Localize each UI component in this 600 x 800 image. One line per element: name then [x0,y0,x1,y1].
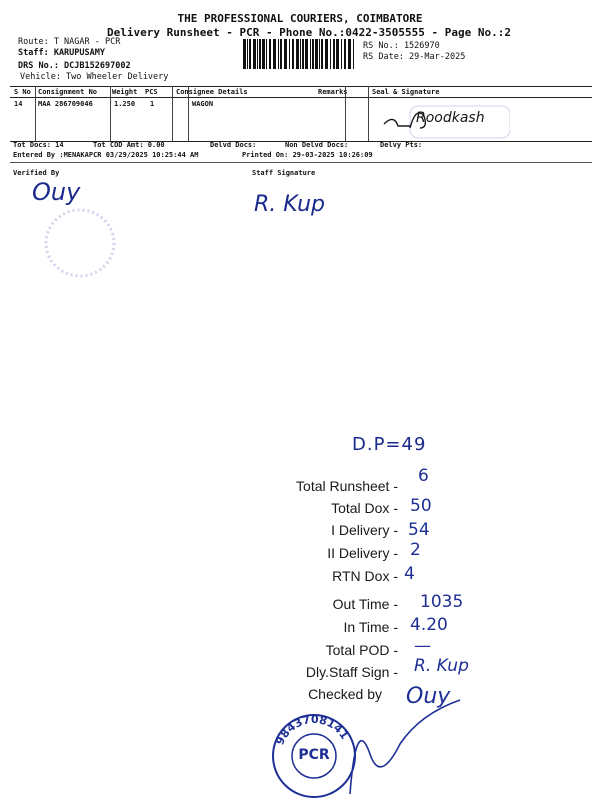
stamp-number: 9843708141 [273,713,352,747]
summary-label-rtn: RTN Dox - [332,568,398,584]
row-sno: 14 [14,100,23,108]
staff-text: Staff: KARUPUSAMY [18,48,105,58]
summary-label-checked-by: Checked by [308,686,382,702]
staff-signature: R. Kup [254,192,326,217]
summary-value-in-time: 4.20 [410,615,448,635]
company-title: THE PROFESSIONAL COURIERS, COIMBATORE [177,12,423,25]
summary-value-rtn: 4 [404,564,415,584]
dp-note: D.P=49 [352,434,427,455]
rs-date: RS Date: 29-Mar-2025 [363,52,466,62]
summary-value-dox: 50 [410,496,432,516]
summary-label-delivery1: I Delivery - [331,522,398,538]
col-header-weight: Weight [112,88,138,96]
route-text: Route: T NAGAR - PCR [18,37,121,47]
summary-label-delivery2: II Delivery - [327,545,398,561]
summary-value-delivery1: 54 [408,520,430,540]
summary-value-checked-by: Ouy [406,684,451,709]
rs-number: RS No.: 1526970 [363,41,440,51]
summary-label-pod: Total POD - [325,642,398,658]
drs-number: DRS No.: DCJB152697002 [18,61,131,71]
col-header-consignment: Consignment No [38,88,98,96]
summary-value-runsheet: 6 [418,466,429,486]
summary-label-out-time: Out Time - [332,596,398,612]
col-header-seal: Seal & Signature [372,88,440,96]
staff-signature-label: Staff Signature [252,169,316,177]
row-consignment: MAA 286709046 [38,100,93,108]
runsheet-subtitle: Delivery Runsheet - PCR - Phone No.:0422-3505555 - Page No.:2 [107,26,511,39]
delvy-pts: Delvy Pts: [380,141,423,149]
entered-by: Entered By :MENAKAPCR 03/29/2025 10:25:44 AM [13,151,199,159]
summary-label-runsheet: Total Runsheet - [296,478,398,494]
consignee-signature-text: Roodkash [416,110,485,126]
row-pcs: 1 [150,100,155,108]
faint-stamp [40,205,120,280]
stamp-signature-stroke [330,694,470,800]
summary-label-staff-sign: Dly.Staff Sign - [305,664,398,680]
tot-cod: Tot COD Amt: 0.00 [93,141,165,149]
tot-docs: Tot Docs: 14 [13,141,64,149]
col-header-remarks: Remarks [318,88,348,96]
row-consignee: WAGON [192,100,214,108]
row-weight: 1.250 [114,100,136,108]
col-header-consignee: Consignee Details [176,88,248,96]
verified-signature: Ouy [32,178,81,206]
verified-by-label: Verified By [13,169,60,177]
stamp-text: PCR [298,747,330,763]
col-header-sno: S No [14,88,31,96]
summary-value-staff-sign: R. Kup [414,656,469,676]
delvd-docs: Delvd Docs: [210,141,257,149]
non-delvd-docs: Non Delvd Docs: [285,141,349,149]
col-header-pcs: PCS [145,88,158,96]
summary-value-pod: — [414,636,431,656]
vehicle-text: Vehicle: Two Wheeler Delivery [20,72,169,82]
consignee-signature [380,104,510,140]
summary-label-in-time: In Time - [343,619,398,635]
summary-value-out-time: 1035 [420,592,464,612]
printed-on: Printed On: 29-03-2025 10:26:09 [242,151,373,159]
summary-label-dox: Total Dox - [331,500,398,516]
summary-value-delivery2: 2 [410,540,421,560]
barcode-image [243,39,357,69]
